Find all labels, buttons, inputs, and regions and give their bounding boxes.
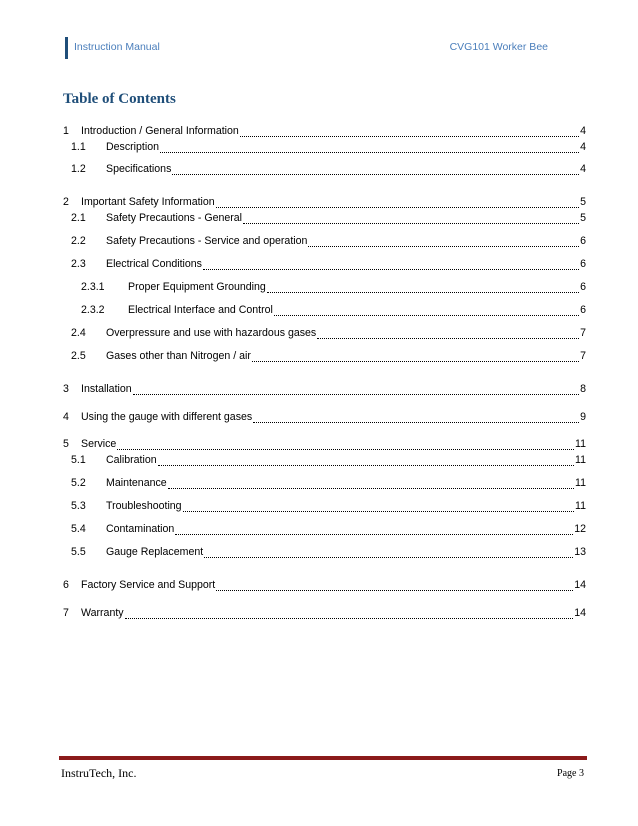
toc-dot-leader (125, 609, 574, 619)
toc-entry-title: Contamination (106, 523, 175, 535)
toc-entry-title: Description (106, 141, 159, 153)
toc-entry-number: 6 (63, 579, 69, 591)
toc-entry-page: 8 (580, 383, 586, 395)
toc-entry[interactable] (63, 194, 586, 208)
toc-entry-title: Gases other than Nitrogen / air (106, 350, 251, 362)
toc-entry-page: 4 (580, 163, 586, 175)
toc-entry-title: Installation (81, 383, 132, 395)
toc-dot-leader (203, 260, 579, 270)
toc-entry-number: 1 (63, 125, 69, 137)
toc-entry-number: 2.5 (71, 350, 86, 362)
toc-dot-leader (252, 352, 579, 362)
toc-dot-leader (117, 440, 574, 450)
toc-entry-number: 2.1 (71, 212, 86, 224)
toc-dot-leader (243, 214, 579, 224)
toc-dot-leader (158, 456, 574, 466)
toc-entry-title: Troubleshooting (106, 500, 182, 512)
toc-entry-page: 7 (580, 327, 586, 339)
toc-dot-leader (168, 479, 574, 489)
toc-entry-page: 5 (580, 196, 586, 208)
toc-entry-number: 3 (63, 383, 69, 395)
toc-entry-title: Maintenance (106, 477, 167, 489)
toc-dot-leader (240, 127, 579, 137)
toc-entry-title: Using the gauge with different gases (81, 411, 253, 423)
toc-entry-page: 11 (575, 438, 586, 450)
toc-dot-leader (160, 143, 579, 153)
toc-entry-page: 13 (574, 546, 586, 558)
toc-entry-page: 6 (580, 281, 586, 293)
toc-entry-title: Factory Service and Support (81, 579, 216, 591)
toc-entry-title: Overpressure and use with hazardous gases (106, 327, 317, 339)
toc-dot-leader (216, 581, 573, 591)
toc-entry[interactable] (63, 123, 586, 137)
toc-entry-page: 4 (580, 125, 586, 137)
toc-entry-title: Gauge Replacement (106, 546, 204, 558)
toc-entry-title: Calibration (106, 454, 157, 466)
toc-entry-title: Electrical Interface and Control (128, 304, 273, 316)
toc-entry[interactable] (81, 302, 586, 316)
toc-entry-page: 14 (574, 607, 586, 619)
toc-entry[interactable] (71, 452, 586, 466)
toc-entry-page: 5 (580, 212, 586, 224)
footer-divider (59, 756, 587, 760)
toc-entry[interactable] (71, 139, 586, 153)
toc-dot-leader (216, 198, 579, 208)
toc-entry-title: Warranty (81, 607, 124, 619)
footer-page-number: Page 3 (557, 768, 584, 779)
toc-entry-page: 6 (580, 304, 586, 316)
toc-entry-title: Introduction / General Information (81, 125, 239, 137)
toc-entry-title: Important Safety Information (81, 196, 215, 208)
toc-entry-title: Specifications (106, 163, 172, 175)
toc-dot-leader (274, 306, 579, 316)
toc-dot-leader (133, 385, 579, 395)
toc-entry[interactable] (71, 475, 586, 489)
header-product-name: CVG101 Worker Bee (449, 41, 548, 53)
toc-entry-page: 11 (575, 477, 586, 489)
footer-company: InstruTech, Inc. (61, 766, 137, 780)
page-header (65, 37, 588, 59)
toc-entry-number: 5.4 (71, 523, 86, 535)
toc-entry-title: Safety Precautions - Service and operation (106, 235, 308, 247)
toc-entry-page: 11 (575, 454, 586, 466)
toc-entry[interactable] (63, 577, 586, 591)
toc-dot-leader (172, 165, 579, 175)
toc-entry-number: 4 (63, 411, 69, 423)
toc-entry-page: 12 (574, 523, 586, 535)
toc-entry-page: 6 (580, 258, 586, 270)
toc-entry[interactable] (71, 256, 586, 270)
toc-entry[interactable] (71, 233, 586, 247)
toc-entry-number: 5.5 (71, 546, 86, 558)
toc-entry-number: 2.3 (71, 258, 86, 270)
toc-entry[interactable] (81, 279, 586, 293)
toc-heading: Table of Contents (63, 91, 176, 107)
toc-dot-leader (175, 525, 573, 535)
toc-entry-page: 14 (574, 579, 586, 591)
toc-dot-leader (308, 237, 579, 247)
toc-entry[interactable] (71, 498, 586, 512)
toc-entry-number: 5 (63, 438, 69, 450)
toc-entry-number: 2.2 (71, 235, 86, 247)
toc-entry[interactable] (63, 381, 586, 395)
toc-entry-number: 1.2 (71, 163, 86, 175)
toc-entry-page: 6 (580, 235, 586, 247)
toc-dot-leader (253, 413, 579, 423)
toc-dot-leader (204, 548, 573, 558)
header-manual-title: Instruction Manual (74, 41, 160, 53)
toc-entry-number: 2 (63, 196, 69, 208)
toc-entry-page: 9 (580, 411, 586, 423)
toc-entry[interactable] (71, 210, 586, 224)
toc-entry-number: 5.2 (71, 477, 86, 489)
toc-entry-title: Electrical Conditions (106, 258, 202, 270)
toc-entry-page: 11 (575, 500, 586, 512)
toc-entry[interactable] (71, 521, 586, 535)
toc-entry-title: Service (81, 438, 117, 450)
toc-entry-number: 2.4 (71, 327, 86, 339)
toc-dot-leader (317, 329, 579, 339)
toc-entry[interactable] (71, 348, 586, 362)
toc-entry-number: 2.3.2 (81, 304, 105, 316)
toc-entry-page: 7 (580, 350, 586, 362)
toc-entry-number: 2.3.1 (81, 281, 105, 293)
toc-entry[interactable] (71, 544, 586, 558)
toc-entry[interactable] (71, 325, 586, 339)
toc-entry-title: Proper Equipment Grounding (128, 281, 266, 293)
toc-entry[interactable] (63, 409, 586, 423)
toc-entry-number: 5.1 (71, 454, 86, 466)
toc-entry-title: Safety Precautions - General (106, 212, 243, 224)
toc-entry-number: 5.3 (71, 500, 86, 512)
toc-entry[interactable] (63, 605, 586, 619)
toc-entry[interactable] (71, 161, 586, 175)
toc-entry-number: 1.1 (71, 141, 86, 153)
toc-entry-number: 7 (63, 607, 69, 619)
toc-entry-page: 4 (580, 141, 586, 153)
toc-entry[interactable] (63, 436, 586, 450)
toc-dot-leader (267, 283, 579, 293)
toc-dot-leader (183, 502, 574, 512)
